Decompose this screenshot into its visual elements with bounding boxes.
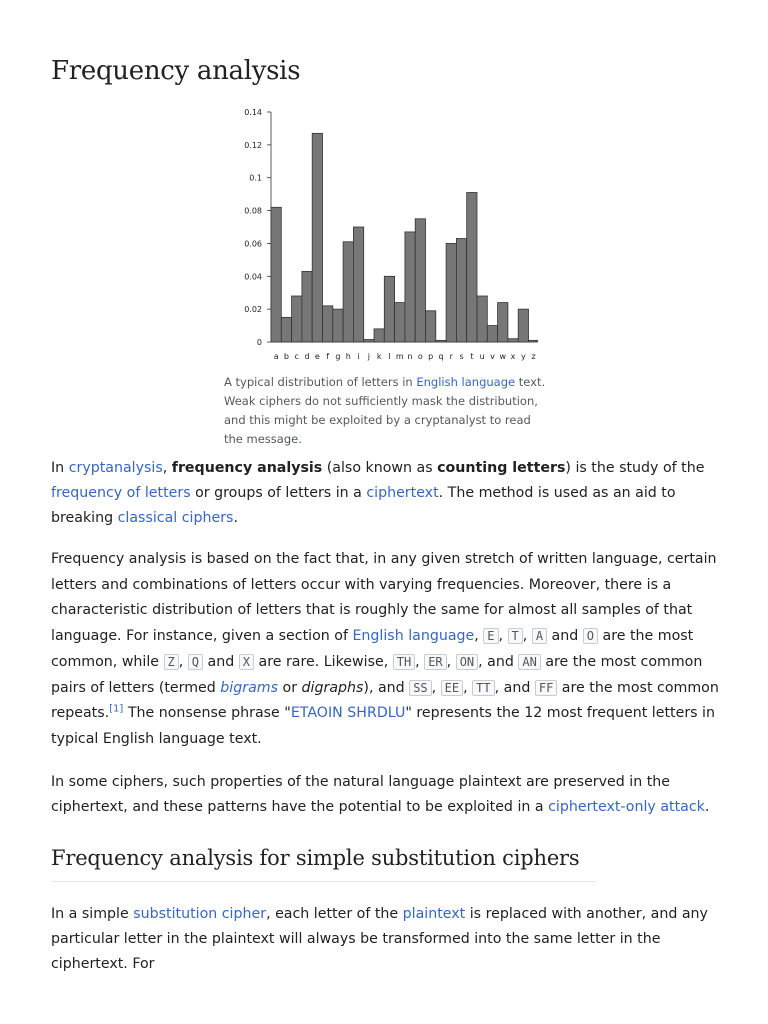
y-tick-label: 0.12	[244, 140, 262, 150]
code-letter-x: X	[239, 654, 254, 670]
p2-text-2: ,	[474, 628, 484, 645]
code-bigram-th: TH	[393, 654, 415, 670]
x-tick-label-w: w	[499, 352, 507, 361]
caption-text-post: text. Weak ciphers do not sufficiently mask the distribution, and this might be exploited by a cryptanalyst to read the message.	[224, 375, 546, 446]
bar-h	[343, 242, 353, 342]
code-bigram-er: ER	[424, 654, 446, 670]
code-letter-q: Q	[188, 654, 203, 670]
bar-q	[436, 340, 446, 342]
paragraph-ciphertext-only	[51, 770, 723, 820]
p1-text-2: ,	[162, 460, 172, 476]
bar-s	[456, 239, 466, 343]
x-tick-label-r: r	[449, 352, 453, 361]
y-tick-label: 0	[256, 338, 262, 347]
p1-text-4: ) is the study of the	[565, 460, 705, 476]
section-heading: Frequency analysis for simple substitution ciphers	[51, 846, 596, 882]
p2-text-16: ,	[431, 679, 441, 696]
x-tick-label-m: m	[395, 352, 404, 361]
y-tick-label: 0.1	[249, 173, 262, 183]
p2-text-7: ,	[178, 653, 188, 670]
code-repeat-ff: FF	[535, 680, 557, 696]
code-letter-z: Z	[164, 654, 179, 670]
bar-x	[508, 339, 518, 342]
p2-text-19: are the most common repeats.	[51, 679, 719, 722]
link-etaoin-shrdlu[interactable]: ETAOIN SHRDLU	[290, 705, 406, 722]
code-repeat-tt: TT	[472, 680, 494, 696]
caption-link-english-language[interactable]: English language	[416, 375, 516, 389]
bar-b	[281, 317, 291, 342]
p2-text-5: and	[547, 628, 583, 645]
x-tick-label-j: j	[367, 352, 370, 361]
bar-k	[374, 329, 384, 342]
x-tick-label-u: u	[479, 352, 485, 361]
code-letter-a: A	[532, 628, 547, 644]
bar-f	[323, 306, 333, 342]
x-tick-label-p: p	[428, 352, 434, 361]
p2-text-17: ,	[463, 679, 473, 696]
p2-text-3: ,	[498, 628, 508, 645]
p4-text-2: , each letter of the	[266, 906, 403, 922]
link-frequency-of-letters[interactable]: frequency of letters	[51, 485, 191, 501]
code-letter-e: E	[483, 628, 498, 644]
x-tick-label-d: d	[304, 352, 310, 361]
p4-text-3: is replaced with another, and any particular letter in the plaintext will always be transformed into the same letter in the ciphertext. For	[51, 906, 708, 972]
x-tick-label-l: l	[388, 352, 391, 361]
bold-counting-letters: counting letters	[437, 460, 566, 476]
x-tick-label-h: h	[345, 352, 351, 361]
bar-j	[364, 340, 374, 342]
caption-text-pre: A typical distribution of letters in	[224, 375, 417, 389]
paragraph-intro	[51, 456, 723, 531]
p2-text-1: Frequency analysis is based on the fact that, in any given stretch of written language, certain letters and combinations of letters occur with varying frequencies. Moreover, there is a characteristic distribution of letters that is roughly the same for almost all samples of that language. For instance, given a section of	[51, 551, 717, 645]
p2-text-9: are rare. Likewise,	[253, 653, 393, 670]
code-letter-t: T	[508, 628, 523, 644]
bar-t	[467, 193, 477, 343]
bar-y	[518, 309, 528, 342]
p2-text-14: or	[278, 679, 302, 696]
p2-text-12: , and	[478, 653, 519, 670]
letter-frequency-chart	[238, 104, 538, 366]
p1-text-7: .	[233, 510, 238, 526]
page-title: Frequency analysis	[51, 56, 301, 86]
p1-text-5: or groups of letters in a	[190, 485, 367, 501]
p2-text-10: ,	[415, 653, 425, 670]
bold-frequency-analysis: frequency analysis	[171, 460, 323, 476]
bar-w	[498, 303, 508, 342]
link-ciphertext[interactable]: ciphertext	[366, 485, 439, 501]
y-tick-label: 0.02	[244, 305, 262, 315]
link-cryptanalysis[interactable]: cryptanalysis	[68, 460, 163, 476]
code-bigram-an: AN	[518, 654, 540, 670]
p1-text-1: In	[51, 460, 69, 476]
p3-text-2: .	[704, 799, 710, 815]
bar-m	[395, 303, 405, 342]
link-substitution-cipher[interactable]: substitution cipher	[133, 906, 267, 922]
link-english-language[interactable]: English language	[352, 628, 475, 645]
p2-text-20: The nonsense phrase "	[123, 705, 291, 722]
link-classical-ciphers[interactable]: classical ciphers	[117, 510, 234, 526]
x-tick-label-e: e	[314, 352, 320, 361]
link-ciphertext-only-attack[interactable]: ciphertext-only attack	[548, 799, 705, 815]
bar-v	[487, 326, 497, 342]
x-tick-label-o: o	[417, 352, 423, 361]
bar-c	[292, 296, 302, 342]
p1-text-3: (also known as	[322, 460, 438, 476]
x-tick-label-f: f	[326, 352, 330, 361]
y-tick-label: 0.04	[244, 272, 262, 282]
y-tick-label: 0.06	[244, 239, 262, 249]
bar-a	[271, 207, 281, 342]
link-plaintext[interactable]: plaintext	[402, 906, 466, 922]
x-tick-label-k: k	[376, 352, 382, 361]
y-tick-label: 0.08	[244, 206, 262, 216]
code-letter-o: O	[583, 628, 598, 644]
x-tick-label-n: n	[407, 352, 413, 361]
x-tick-label-y: y	[520, 352, 526, 361]
code-repeat-ee: EE	[441, 680, 463, 696]
p2-text-21: " represents the 12 most frequent letters in typical English language text.	[51, 705, 715, 747]
p2-text-15: ), and	[363, 679, 410, 696]
p1-text-6: . The method is used as an aid to breaking	[51, 485, 676, 526]
bar-l	[384, 276, 394, 342]
bar-u	[477, 296, 487, 342]
p2-text-18: , and	[494, 679, 535, 696]
bar-p	[426, 311, 436, 342]
bar-d	[302, 271, 312, 342]
reference-link-1[interactable]: [1]	[109, 703, 124, 715]
bar-o	[415, 219, 425, 342]
p4-text-1: In a simple	[51, 906, 134, 922]
x-tick-label-z: z	[531, 352, 536, 361]
x-tick-label-x: x	[510, 352, 516, 361]
bar-r	[446, 243, 456, 342]
x-tick-label-q: q	[438, 352, 444, 361]
y-tick-label: 0.14	[244, 108, 262, 117]
bar-z	[529, 340, 539, 342]
p2-text-8: and	[203, 653, 239, 670]
x-tick-label-b: b	[283, 352, 289, 361]
bar-e	[312, 133, 322, 342]
p2-text-4: ,	[522, 628, 532, 645]
code-bigram-on: ON	[456, 654, 478, 670]
figure-caption	[224, 373, 546, 449]
bar-i	[353, 227, 363, 342]
x-tick-label-g: g	[335, 352, 341, 361]
paragraph-substitution	[51, 902, 723, 977]
link-bigrams[interactable]: bigrams	[220, 679, 278, 696]
italic-digraphs: digraphs	[301, 679, 364, 696]
bar-n	[405, 232, 415, 342]
x-tick-label-s: s	[459, 352, 464, 361]
p2-text-6: are the most common, while	[51, 628, 694, 670]
code-repeat-ss: SS	[409, 680, 431, 696]
x-tick-label-i: i	[357, 352, 360, 361]
p2-text-11: ,	[446, 653, 456, 670]
p2-text-13: are the most common pairs of letters (termed	[51, 653, 703, 696]
p3-text-1: In some ciphers, such properties of the natural language plaintext are preserved in the ciphertext, and these patterns have the potential to be exploited in a	[51, 774, 670, 815]
paragraph-basis	[51, 547, 723, 753]
bar-g	[333, 309, 343, 342]
x-tick-label-v: v	[490, 352, 495, 361]
x-tick-label-t: t	[470, 352, 474, 361]
x-tick-label-c: c	[294, 352, 299, 361]
x-tick-label-a: a	[273, 352, 279, 361]
